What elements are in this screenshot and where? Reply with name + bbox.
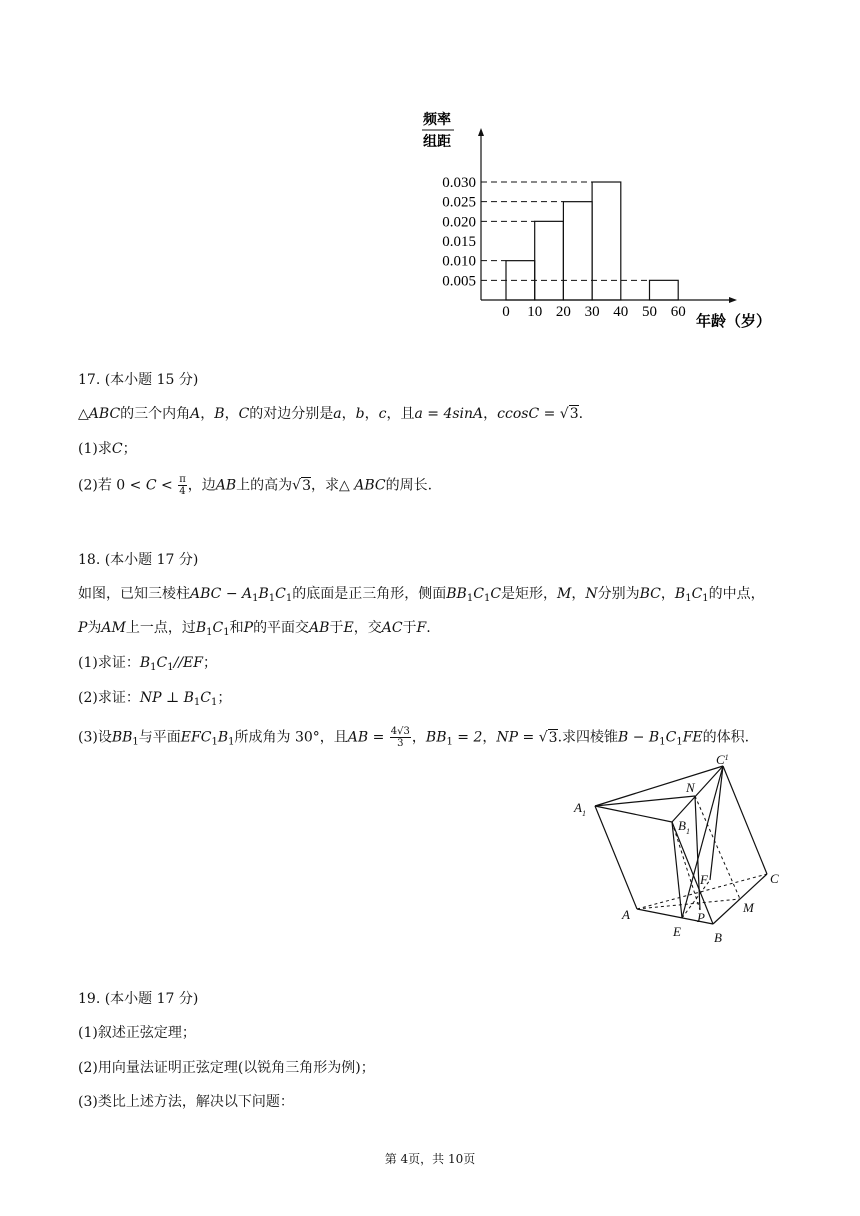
x-tick-label: 30 bbox=[584, 304, 600, 320]
q18-part2: (2)求证：NP ⊥ $B_1C_1$； bbox=[78, 690, 232, 708]
q17-heading: 17. (本小题 15 分) bbox=[78, 372, 199, 388]
q19-part1: (1)叙述正弦定理； bbox=[78, 1025, 196, 1041]
y-tick-label: 0.005 bbox=[442, 273, 476, 290]
prism-figure bbox=[560, 752, 800, 957]
q18-part1: (1)求证：$B_1C_1//EF$； bbox=[78, 655, 217, 673]
y-axis-arrow bbox=[478, 128, 484, 136]
edge-A1-A bbox=[595, 806, 637, 909]
y-tick-label: 0.015 bbox=[442, 234, 476, 251]
q19-part3: (3)类比上述方法，解决以下问题： bbox=[78, 1094, 294, 1110]
histogram-bar bbox=[592, 182, 621, 300]
y-tick-label: 0.010 bbox=[442, 253, 476, 270]
y-tick-label: 0.030 bbox=[442, 175, 476, 192]
q18-heading: 18. (本小题 17 分) bbox=[78, 552, 199, 568]
hidden-edge-A-M bbox=[637, 899, 740, 909]
label-P: P bbox=[697, 910, 705, 925]
histogram-bar bbox=[650, 280, 679, 300]
x-tick-label: 40 bbox=[613, 304, 629, 320]
x-tick-label: 10 bbox=[527, 304, 543, 320]
edge-B1-E bbox=[672, 822, 682, 918]
x-axis-arrow bbox=[729, 297, 737, 303]
label-C: C bbox=[770, 871, 779, 886]
label-A1: $A_1$ bbox=[574, 800, 586, 818]
x-tick-label: 20 bbox=[555, 304, 571, 320]
q17-stem: △ABC的三个内角A，B，C的对边分别是a，b，c，且a = 4sinA，ccosC = √3. bbox=[78, 406, 584, 422]
histogram-bar bbox=[535, 221, 564, 300]
edge-C1-C bbox=[723, 766, 767, 874]
label-B1: $B_1$ bbox=[678, 818, 690, 836]
x-tick-label: 50 bbox=[642, 304, 657, 320]
edge-C1-F bbox=[710, 766, 723, 880]
x-tick-label: 60 bbox=[670, 304, 686, 320]
frequency-histogram bbox=[400, 100, 800, 340]
label-M: M bbox=[743, 900, 754, 915]
q19-part2: (2)用向量法证明正弦定理(以锐角三角形为例)； bbox=[78, 1060, 375, 1076]
edge-A1-B1 bbox=[595, 806, 672, 822]
histogram-bar bbox=[506, 261, 535, 300]
q18-part3: (3)设$BB_1$与平面$EFC_1B_1$所成角为 30°，且AB = $\frac{4√3}{3}$ ，$BB_1 = 2$，NP = √3.求四棱锥$B - B_1C_1FE$的体积. bbox=[78, 726, 750, 749]
y-tick-label: 0.020 bbox=[442, 214, 476, 231]
label-C1: $C^1$ bbox=[716, 752, 729, 767]
label-B: B bbox=[714, 930, 722, 945]
x-tick-label: 0 bbox=[502, 304, 510, 320]
label-A: A bbox=[622, 907, 630, 922]
label-E: E bbox=[673, 924, 681, 939]
y-tick-label: 0.025 bbox=[442, 194, 476, 211]
q17-part1: (1)求C； bbox=[78, 441, 137, 457]
q18-stem-line2: P为AM上一点，过$B_1C_1$和P的平面交AB于E，交AC于F. bbox=[78, 620, 431, 638]
histogram-ylabel-bottom: 组距 bbox=[423, 135, 451, 150]
page-footer: 第 4页，共 10页 bbox=[384, 1152, 476, 1166]
q19-heading: 19. (本小题 17 分) bbox=[78, 991, 199, 1007]
label-F: F bbox=[700, 872, 708, 887]
q18-stem-line1: 如图，已知三棱柱ABC − $A_1B_1C_1$的底面是正三角形，侧面$BB_1C_1C$是矩形，M，N分别为BC，$B_1C_1$的中点， bbox=[78, 586, 765, 604]
label-N: N bbox=[686, 780, 695, 795]
histogram-ylabel-top: 频率 bbox=[423, 113, 451, 128]
histogram-bar bbox=[563, 202, 592, 300]
histogram-xlabel: 年龄（岁） bbox=[696, 314, 772, 330]
q17-part2: (2)若 0 < C < $\frac{\pi}{4}$ ，边AB上的高为√3，求△ ABC的周长. bbox=[78, 474, 433, 497]
